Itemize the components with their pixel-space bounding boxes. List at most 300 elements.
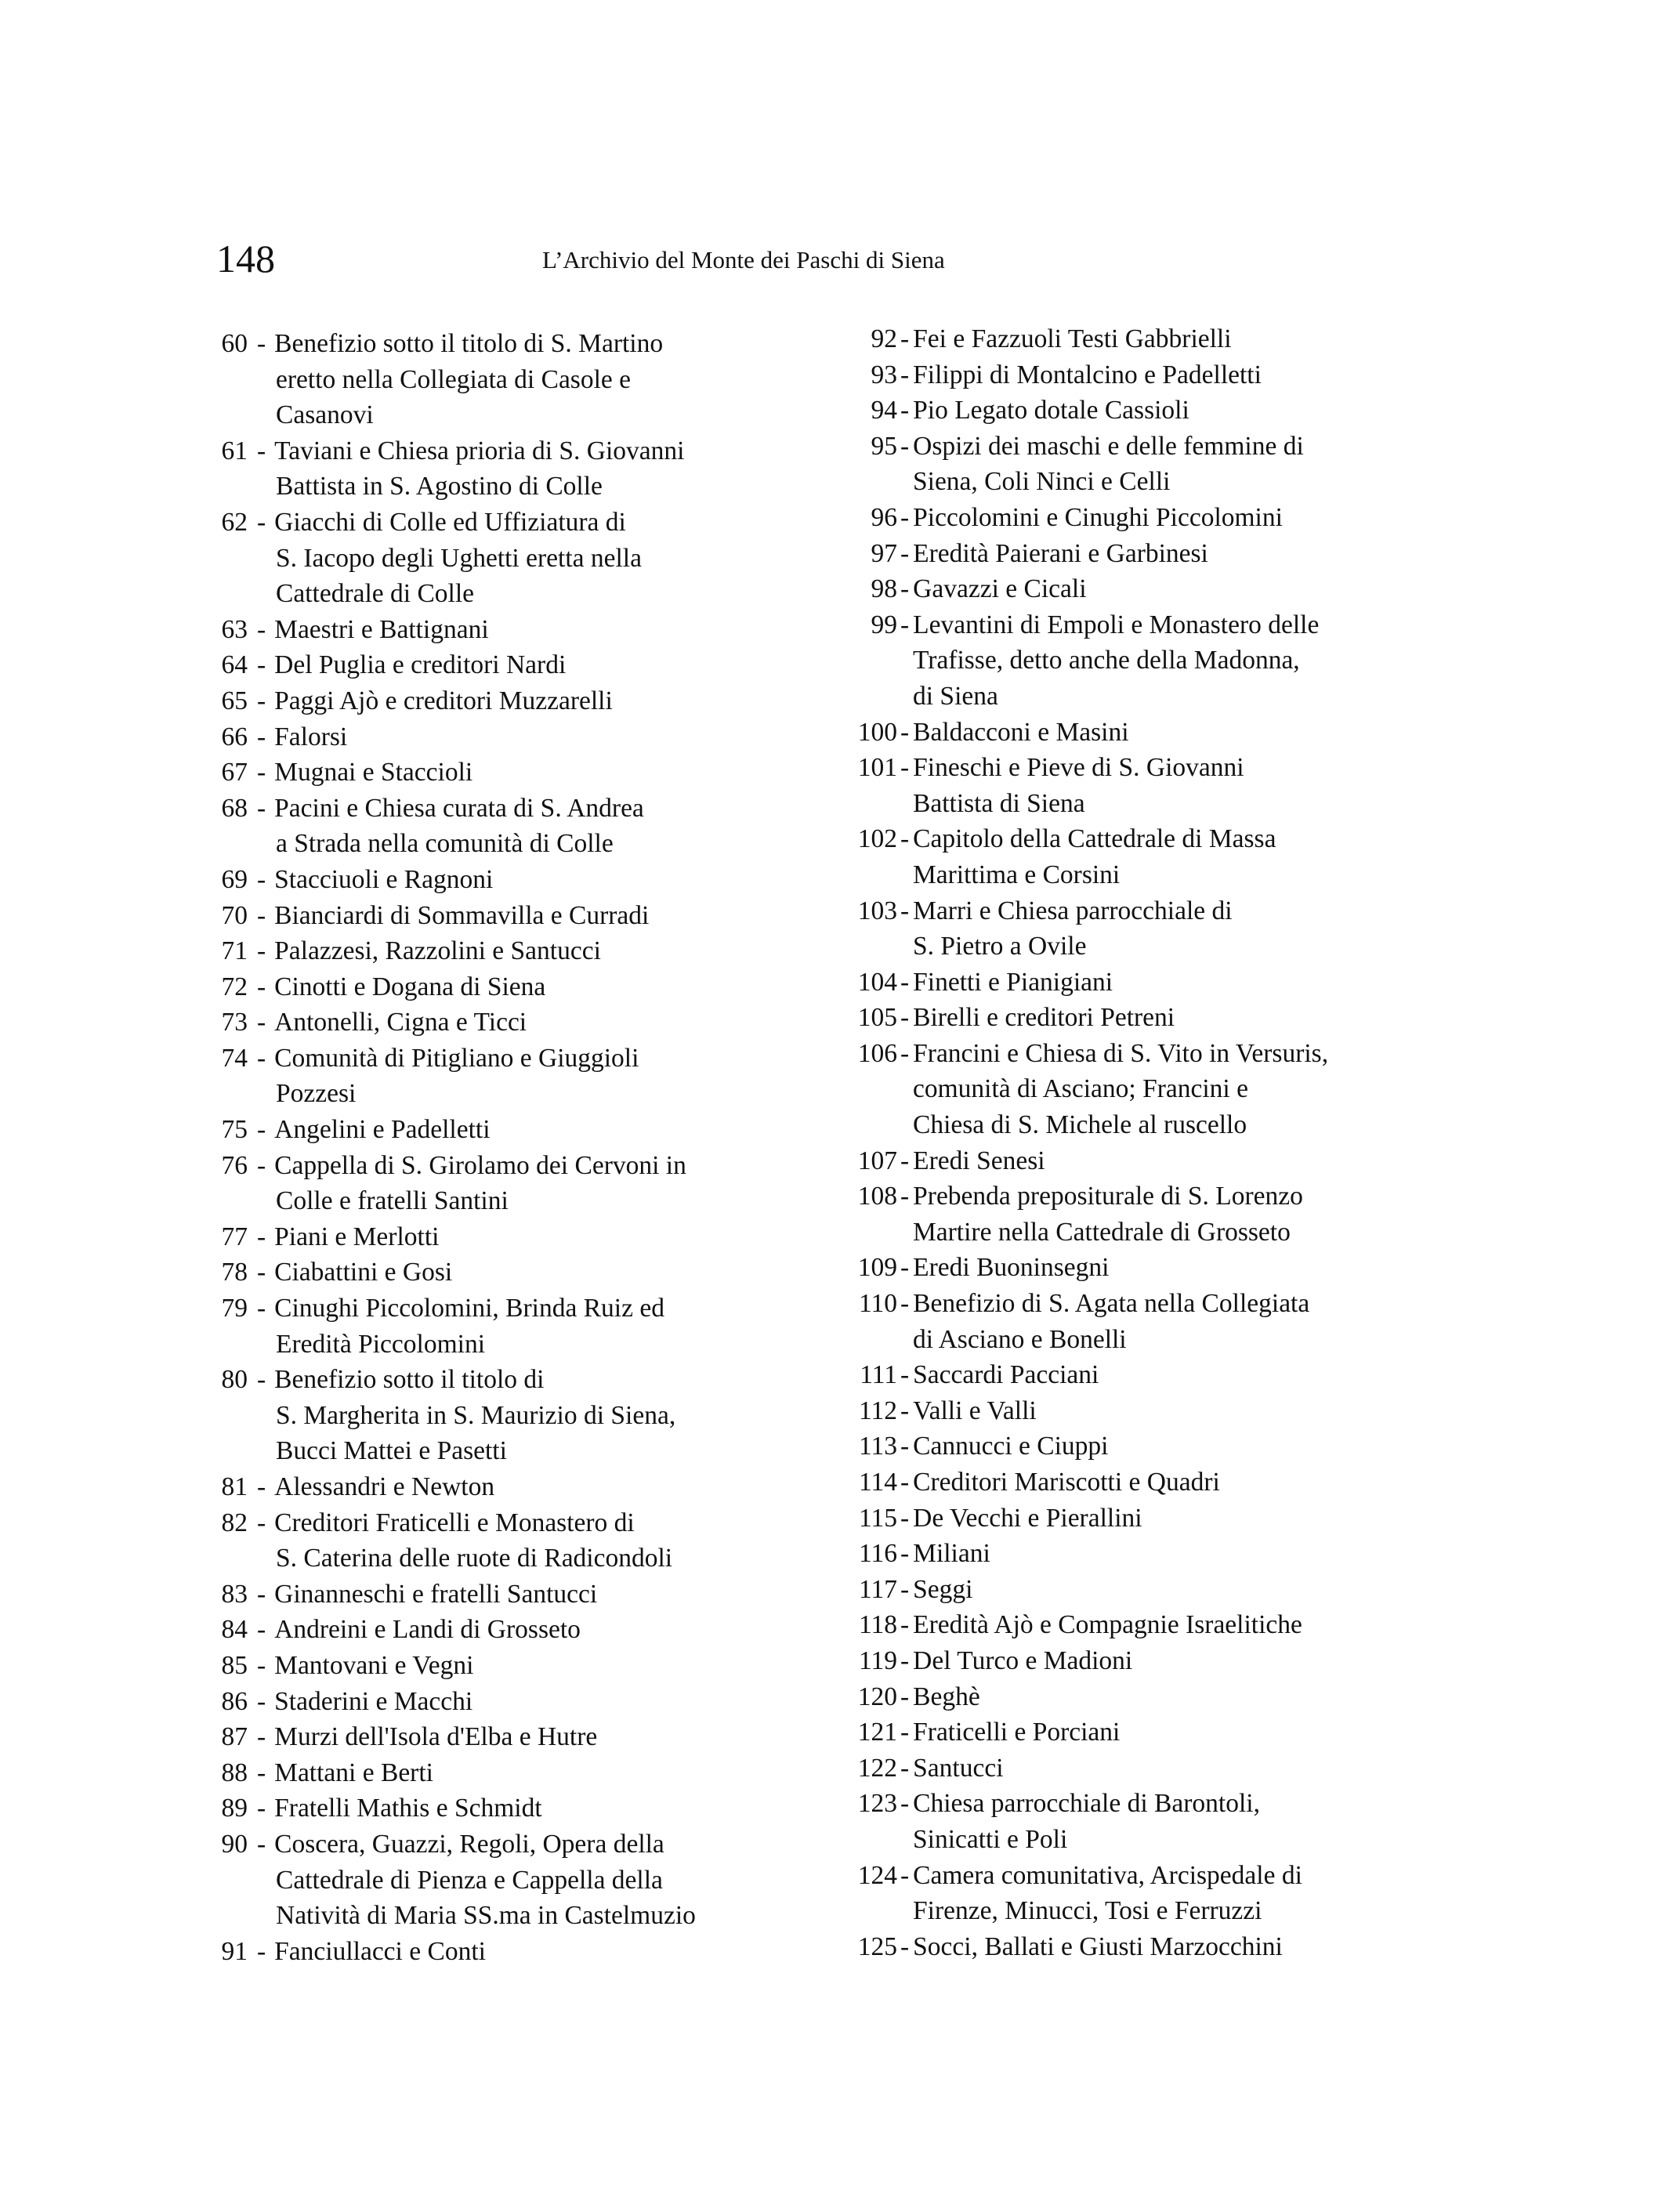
entry-number: 125: [857, 1932, 897, 1961]
list-item: [180, 1612, 776, 1648]
entry-dash: -: [257, 1115, 266, 1145]
entry-line: [180, 397, 776, 433]
entry-text: Mantovani e Vegni: [274, 1650, 474, 1680]
entry-dash: -: [900, 502, 910, 532]
entry-number: 92: [871, 324, 897, 353]
entry-line: [788, 1929, 1571, 1965]
entry-dash: -: [900, 1432, 910, 1461]
entry-text: Alessandri e Newton: [274, 1472, 495, 1501]
entry-line: [788, 607, 1571, 643]
list-item: [180, 1148, 776, 1219]
list-item: [788, 1786, 1571, 1857]
entry-text: Valli e Valli: [913, 1396, 1037, 1425]
entry-dash: -: [257, 1936, 266, 1966]
entry-number: 99: [871, 610, 897, 639]
entry-number: 64: [221, 650, 248, 680]
entry-text: Chiesa parrocchiale di Barontoli,: [913, 1789, 1260, 1819]
entry-dash: -: [900, 717, 910, 747]
list-item: [180, 969, 776, 1005]
entry-line: [788, 1215, 1571, 1251]
entry-line: [180, 1005, 776, 1041]
entry-dash: -: [900, 1718, 910, 1747]
entry-text: Pozzesi: [276, 1079, 357, 1109]
list-item: [180, 1827, 776, 1934]
entry-line: [788, 1000, 1571, 1036]
entry-line: [788, 464, 1571, 500]
entry-number: 77: [221, 1222, 248, 1251]
list-item: [788, 1607, 1571, 1643]
entry-line: [788, 965, 1571, 1001]
list-item: [180, 326, 776, 433]
entry-line: [180, 898, 776, 934]
list-item: [788, 429, 1571, 500]
entry-text: Stacciuoli e Ragnoni: [274, 864, 494, 894]
list-item: [788, 1679, 1571, 1715]
entry-dash: -: [257, 793, 266, 823]
entry-dash: -: [900, 1682, 910, 1711]
list-item: [180, 791, 776, 862]
entry-number: 95: [871, 431, 897, 461]
list-item: [180, 1790, 776, 1827]
entry-line: [788, 536, 1571, 572]
entry-text: Prebenda prepositurale di S. Lorenzo: [913, 1182, 1303, 1211]
entry-dash: -: [257, 1686, 266, 1716]
list-item: [180, 755, 776, 791]
entry-text: Finetti e Pianigiani: [913, 967, 1113, 997]
entry-dash: -: [900, 753, 910, 783]
entry-text: Coscera, Guazzi, Regoli, Opera della: [274, 1829, 664, 1859]
entry-dash: -: [257, 1794, 266, 1823]
entry-line: [788, 857, 1571, 893]
entry-number: 94: [871, 396, 897, 425]
entry-line: [180, 1827, 776, 1863]
list-item: [180, 898, 776, 934]
entry-text: Fratelli Mathis e Schmidt: [274, 1794, 542, 1823]
entry-line: [788, 1607, 1571, 1643]
list-item: [788, 571, 1571, 607]
list-item: [180, 1684, 776, 1720]
entry-line: [180, 1398, 776, 1434]
list-item: [180, 612, 776, 648]
entry-text: Cinughi Piccolomini, Brinda Ruiz ed: [274, 1294, 664, 1323]
entry-text: Murzi dell'Isola d'Elba e Hutre: [274, 1722, 598, 1752]
entry-text: Angelini e Padelletti: [274, 1115, 491, 1145]
entry-text: Del Puglia e creditori Nardi: [274, 650, 567, 680]
entry-line: [788, 1143, 1571, 1179]
list-item: [180, 1254, 776, 1291]
entry-line: [788, 1393, 1571, 1429]
entry-line: [180, 755, 776, 791]
entry-number: 102: [857, 824, 897, 854]
list-item: [180, 1041, 776, 1112]
entry-dash: -: [257, 758, 266, 787]
entry-text: a Strada nella comunità di Colle: [276, 829, 614, 859]
entry-text: Del Turco e Madioni: [913, 1646, 1133, 1675]
entry-text: Beghè: [913, 1682, 980, 1711]
entry-text: Martire nella Cattedrale di Grosseto: [913, 1217, 1291, 1247]
entry-number: 80: [221, 1365, 248, 1395]
entry-line: [180, 326, 776, 362]
entry-dash: -: [257, 329, 266, 358]
entry-dash: -: [257, 1258, 266, 1287]
entry-line: [180, 1934, 776, 1970]
entry-text: Piani e Merlotti: [274, 1222, 440, 1251]
entry-line: [788, 715, 1571, 751]
entry-number: 104: [857, 967, 897, 997]
entry-line: [180, 862, 776, 898]
entry-line: [788, 1357, 1571, 1393]
entry-text: Battista di Siena: [913, 788, 1085, 818]
list-item: [788, 1286, 1571, 1357]
entry-dash: -: [257, 1294, 266, 1323]
entry-line: [180, 576, 776, 612]
entry-dash: -: [900, 396, 910, 425]
entry-line: [180, 362, 776, 398]
entry-number: 103: [857, 896, 897, 925]
entry-line: [788, 1464, 1571, 1501]
entry-text: Pacini e Chiesa curata di S. Andrea: [274, 793, 644, 823]
entry-line: [180, 683, 776, 719]
entry-line: [180, 1719, 776, 1755]
entry-number: 65: [221, 686, 248, 715]
entry-line: [788, 893, 1571, 929]
left-column-list: [180, 326, 776, 1969]
entry-number: 84: [221, 1615, 248, 1645]
entry-text: Saccardi Pacciani: [913, 1360, 1099, 1390]
entry-line: [180, 647, 776, 683]
entry-text: Fei e Fazzuoli Testi Gabbrielli: [913, 324, 1232, 353]
entry-text: Miliani: [913, 1539, 990, 1569]
entry-number: 89: [221, 1794, 248, 1823]
entry-dash: -: [900, 967, 910, 997]
list-item: [788, 715, 1571, 751]
entry-text: Maestri e Battignani: [274, 614, 489, 644]
entry-text: Firenze, Minucci, Tosi e Ferruzzi: [913, 1896, 1262, 1926]
list-item: [788, 1428, 1571, 1464]
entry-line: [180, 1291, 776, 1327]
entry-dash: -: [900, 1038, 910, 1068]
entry-line: [180, 1863, 776, 1899]
entry-number: 120: [857, 1682, 897, 1711]
entry-line: [788, 1501, 1571, 1537]
entry-number: 113: [858, 1432, 897, 1461]
list-item: [180, 1469, 776, 1505]
list-item: [788, 893, 1571, 965]
entry-dash: -: [900, 1503, 910, 1533]
entry-number: 63: [221, 614, 248, 644]
list-item: [180, 1934, 776, 1970]
entry-text: Eredi Senesi: [913, 1146, 1045, 1175]
entry-text: Camera comunitativa, Arcispedale di: [913, 1860, 1302, 1890]
entry-dash: -: [900, 1646, 910, 1675]
entry-number: 79: [221, 1294, 248, 1323]
entry-line: [788, 1679, 1571, 1715]
entry-text: Eredità Ajò e Compagnie Israelitiche: [913, 1610, 1302, 1640]
entry-dash: -: [257, 722, 266, 751]
list-item: [788, 1250, 1571, 1286]
entry-line: [788, 1858, 1571, 1894]
entry-text: Giacchi di Colle ed Uffiziatura di: [274, 507, 626, 537]
entry-dash: -: [900, 1396, 910, 1425]
entry-text: S. Margherita in S. Maurizio di Siena,: [276, 1400, 676, 1430]
entry-number: 105: [857, 1003, 897, 1033]
entry-line: [180, 1362, 776, 1398]
entry-number: 82: [221, 1508, 248, 1537]
entry-line: [180, 719, 776, 755]
entry-line: [788, 1822, 1571, 1858]
entry-text: eretto nella Collegiata di Casole e: [276, 364, 632, 394]
entry-dash: -: [900, 1860, 910, 1890]
entry-dash: -: [900, 538, 910, 568]
entry-line: [788, 1036, 1571, 1072]
entry-line: [180, 969, 776, 1005]
list-item: [180, 862, 776, 898]
entry-text: Fineschi e Pieve di S. Giovanni: [913, 753, 1244, 783]
entry-line: [180, 1041, 776, 1077]
entry-line: [788, 1178, 1571, 1215]
list-item: [788, 1501, 1571, 1537]
entry-dash: -: [257, 507, 266, 537]
list-item: [788, 1357, 1571, 1393]
entry-line: [180, 541, 776, 577]
entry-text: Casanovi: [276, 400, 374, 430]
entry-text: Cattedrale di Pienza e Cappella della: [276, 1865, 663, 1895]
entry-number: 70: [221, 900, 248, 930]
entry-line: [180, 433, 776, 469]
entry-text: S. Iacopo degli Ughetti eretta nella: [276, 543, 642, 573]
entry-text: di Asciano e Bonelli: [913, 1324, 1127, 1354]
entry-text: Siena, Coli Ninci e Celli: [913, 467, 1171, 497]
list-item: [788, 393, 1571, 429]
list-item: [788, 1536, 1571, 1572]
list-item: [788, 821, 1571, 892]
list-item: [180, 505, 776, 612]
entry-dash: -: [257, 1722, 266, 1752]
entry-dash: -: [900, 324, 910, 353]
entry-text: Eredità Piccolomini: [276, 1329, 486, 1359]
entry-number: 97: [871, 538, 897, 568]
list-item: [788, 1143, 1571, 1179]
entry-number: 100: [857, 717, 897, 747]
entry-text: Cattedrale di Colle: [276, 579, 475, 609]
entry-number: 96: [871, 502, 897, 532]
entry-number: 108: [857, 1182, 897, 1211]
entry-dash: -: [900, 1289, 910, 1319]
entry-dash: -: [257, 972, 266, 1001]
entry-dash: -: [900, 1789, 910, 1819]
entry-text: Bianciardi di Sommavilla e Curradi: [274, 900, 650, 930]
entry-dash: -: [900, 431, 910, 461]
entry-number: 107: [857, 1146, 897, 1175]
entry-line: [788, 1071, 1571, 1107]
entry-number: 114: [858, 1468, 897, 1497]
entry-line: [788, 357, 1571, 393]
entry-line: [788, 1428, 1571, 1464]
entry-dash: -: [257, 1615, 266, 1645]
entry-line: [180, 826, 776, 862]
entry-line: [788, 500, 1571, 536]
entry-number: 93: [871, 360, 897, 389]
list-item: [180, 1112, 776, 1148]
entry-dash: -: [257, 1829, 266, 1859]
entry-number: 88: [221, 1758, 248, 1787]
entry-text: Levantini di Empoli e Monastero delle: [913, 610, 1320, 639]
entry-number: 119: [858, 1646, 897, 1675]
list-item: [788, 1036, 1571, 1143]
entry-number: 74: [221, 1043, 248, 1073]
entry-number: 98: [871, 574, 897, 604]
entry-text: Eredi Buoninsegni: [913, 1253, 1110, 1283]
entry-line: [180, 1505, 776, 1541]
entry-dash: -: [900, 1610, 910, 1640]
entry-text: Pio Legato dotale Cassioli: [913, 396, 1189, 425]
entry-dash: -: [257, 1150, 266, 1180]
entry-text: Sinicatti e Poli: [913, 1824, 1068, 1854]
entry-line: [180, 1076, 776, 1112]
entry-line: [788, 1572, 1571, 1608]
entry-dash: -: [900, 360, 910, 389]
entry-dash: -: [900, 1468, 910, 1497]
entry-line: [180, 1755, 776, 1791]
entry-line: [788, 750, 1571, 786]
entry-line: [180, 1148, 776, 1184]
entry-line: [180, 1327, 776, 1363]
list-item: [180, 647, 776, 683]
list-item: [788, 1464, 1571, 1501]
list-item: [180, 1291, 776, 1362]
entry-line: [788, 679, 1571, 715]
entry-dash: -: [257, 1758, 266, 1787]
entry-number: 87: [221, 1722, 248, 1752]
entry-line: [180, 1112, 776, 1148]
entry-text: di Siena: [913, 681, 998, 711]
list-item: [788, 1572, 1571, 1608]
entry-dash: -: [257, 1579, 266, 1609]
entry-text: Falorsi: [274, 722, 348, 751]
list-item: [788, 1929, 1571, 1965]
entry-text: Fraticelli e Porciani: [913, 1718, 1121, 1747]
entry-text: Palazzesi, Razzolini e Santucci: [274, 936, 601, 966]
entry-text: Fanciullacci e Conti: [274, 1936, 486, 1966]
entry-number: 67: [221, 758, 248, 787]
entry-line: [788, 821, 1571, 857]
entry-text: Marri e Chiesa parrocchiale di: [913, 896, 1233, 925]
list-item: [180, 1719, 776, 1755]
entry-number: 109: [857, 1253, 897, 1283]
entry-line: [180, 1183, 776, 1219]
entry-dash: -: [257, 1043, 266, 1073]
entry-text: De Vecchi e Pierallini: [913, 1503, 1142, 1533]
right-column-list: [788, 321, 1571, 1964]
list-item: [180, 1648, 776, 1684]
entry-text: Socci, Ballati e Giusti Marzocchini: [913, 1932, 1283, 1961]
entry-dash: -: [257, 1222, 266, 1251]
entry-dash: -: [900, 1360, 910, 1390]
list-item: [788, 750, 1571, 821]
list-item: [788, 1393, 1571, 1429]
entry-text: comunità di Asciano; Francini e: [913, 1074, 1248, 1104]
entry-line: [180, 1612, 776, 1648]
entry-text: Seggi: [913, 1574, 973, 1604]
entry-text: Marittima e Corsini: [913, 860, 1121, 889]
entry-number: 85: [221, 1650, 248, 1680]
entry-number: 122: [857, 1753, 897, 1783]
entry-text: Andreini e Landi di Grosseto: [274, 1615, 581, 1645]
entry-dash: -: [257, 436, 266, 465]
entry-line: [180, 1790, 776, 1827]
entry-text: Filippi di Montalcino e Padelletti: [913, 360, 1262, 389]
entry-dash: -: [257, 614, 266, 644]
entry-number: 112: [858, 1396, 897, 1425]
list-item: [180, 683, 776, 719]
entry-dash: -: [900, 1932, 910, 1961]
entry-number: 118: [858, 1610, 897, 1640]
entry-text: Chiesa di S. Michele al ruscello: [913, 1110, 1247, 1140]
entry-line: [788, 571, 1571, 607]
entry-line: [180, 1469, 776, 1505]
entry-line: [180, 505, 776, 541]
entry-line: [180, 469, 776, 505]
entry-text: Ospizi dei maschi e delle femmine di: [913, 431, 1304, 461]
list-item: [788, 536, 1571, 572]
entry-text: Benefizio di S. Agata nella Collegiata: [913, 1289, 1310, 1319]
entry-line: [788, 1107, 1571, 1143]
entry-text: Francini e Chiesa di S. Vito in Versuris,: [913, 1038, 1329, 1068]
entry-number: 115: [858, 1503, 897, 1533]
list-item: [788, 357, 1571, 393]
entry-dash: -: [900, 896, 910, 925]
entry-dash: -: [900, 1182, 910, 1211]
entry-number: 61: [221, 436, 248, 465]
entry-number: 69: [221, 864, 248, 894]
list-item: [180, 1755, 776, 1791]
entry-text: Natività di Maria SS.ma in Castelmuzio: [276, 1901, 696, 1931]
entry-text: Santucci: [913, 1753, 1004, 1783]
entry-line: [788, 1714, 1571, 1750]
entry-number: 110: [858, 1289, 897, 1319]
entry-line: [788, 1750, 1571, 1787]
entry-number: 91: [221, 1936, 248, 1966]
list-item: [180, 1577, 776, 1613]
entry-line: [180, 1219, 776, 1255]
entry-line: [788, 1286, 1571, 1322]
entry-dash: -: [900, 1146, 910, 1175]
entry-dash: -: [900, 1753, 910, 1783]
list-item: [788, 1714, 1571, 1750]
entry-text: Creditori Fraticelli e Monastero di: [274, 1508, 635, 1537]
page-number: 148: [216, 237, 275, 281]
entry-dash: -: [900, 1539, 910, 1569]
entry-text: Cannucci e Ciuppi: [913, 1432, 1109, 1461]
entry-number: 72: [221, 972, 248, 1001]
entry-text: Bucci Mattei e Pasetti: [276, 1436, 507, 1466]
entry-line: [788, 1893, 1571, 1929]
entry-text: Eredità Paierani e Garbinesi: [913, 538, 1208, 568]
entry-dash: -: [900, 610, 910, 639]
entry-text: Comunità di Pitigliano e Giuggioli: [274, 1043, 639, 1073]
entry-text: Capitolo della Cattedrale di Massa: [913, 824, 1276, 854]
entry-line: [788, 393, 1571, 429]
entry-dash: -: [257, 1650, 266, 1680]
entry-dash: -: [900, 1253, 910, 1283]
entry-text: Mattani e Berti: [274, 1758, 433, 1787]
entry-line: [788, 1322, 1571, 1358]
entry-line: [180, 1898, 776, 1934]
entry-dash: -: [257, 686, 266, 715]
list-item: [788, 1178, 1571, 1250]
list-item: [788, 965, 1571, 1001]
entry-number: 81: [221, 1472, 248, 1501]
